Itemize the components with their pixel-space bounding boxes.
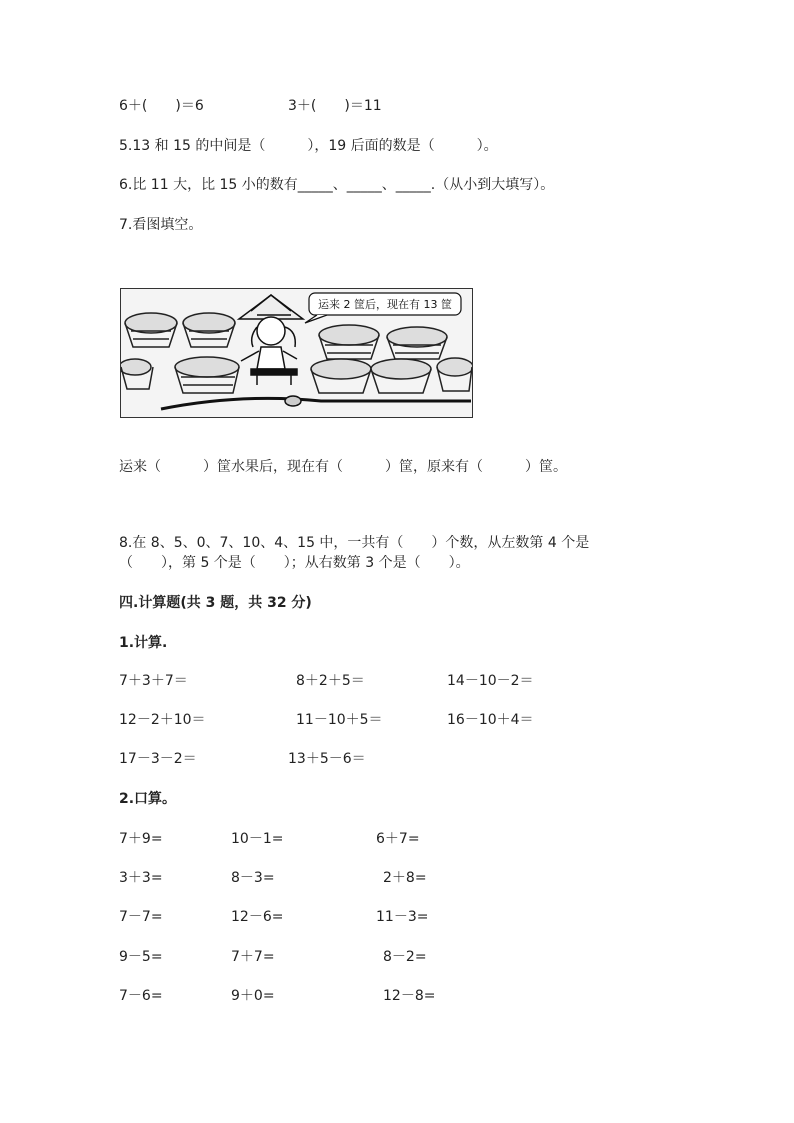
oral-item: 9＋0= xyxy=(231,988,275,1004)
calc-item: 7＋3＋7＝ xyxy=(119,673,188,689)
oral-item: 9－5= xyxy=(119,949,163,965)
calc-item: 17－3－2＝ xyxy=(119,751,197,767)
question-6: 6.比 11 大，比 15 小的数有_____、_____、_____.（从小到大填写）。 xyxy=(119,177,555,193)
oral-item: 12－8= xyxy=(383,988,436,1004)
calc-item: 14－10－2＝ xyxy=(447,673,534,689)
calc-item: 12－2＋10＝ xyxy=(119,712,206,728)
oral-item: 2＋8= xyxy=(383,870,427,886)
equation-1: 6＋( )＝6 xyxy=(119,98,204,114)
oral-item: 11－3= xyxy=(376,909,429,925)
oral-item: 10－1= xyxy=(231,831,284,847)
oral-item: 7＋9= xyxy=(119,831,163,847)
question-8-line2: （ ），第 5 个是（ ）；从右数第 3 个是（ ）。 xyxy=(119,555,470,571)
section-4-heading: 四.计算题(共 3 题，共 32 分) xyxy=(119,595,312,611)
oral-item: 7－7= xyxy=(119,909,163,925)
question-8-line1: 8.在 8、5、0、7、10、4、15 中，一共有（ ）个数，从左数第 4 个是 xyxy=(119,535,590,551)
basket-icon xyxy=(121,313,239,393)
speech-bubble xyxy=(305,293,461,323)
subquestion-1-heading: 1.计算. xyxy=(119,635,168,651)
calc-item: 13＋5－6＝ xyxy=(288,751,366,767)
question-7-answer: 运来（ ）筐水果后，现在有（ ）筐，原来有（ ）筐。 xyxy=(119,459,567,475)
bubble-text: 运来 2 筐后，现在有 13 筐 xyxy=(318,298,452,311)
oral-item: 7－6= xyxy=(119,988,163,1004)
calc-item: 16－10＋4＝ xyxy=(447,712,534,728)
question-5: 5.13 和 15 的中间是（ ），19 后面的数是（ ）。 xyxy=(119,138,498,154)
equation-2: 3＋( )＝11 xyxy=(288,98,382,114)
fruit-basket-illustration xyxy=(120,288,473,418)
calc-item: 11－10＋5＝ xyxy=(296,712,383,728)
oral-item: 3＋3= xyxy=(119,870,163,886)
oral-item: 12－6= xyxy=(231,909,284,925)
oral-item: 8－3= xyxy=(231,870,275,886)
oral-item: 6＋7= xyxy=(376,831,420,847)
oral-item: 7＋7= xyxy=(231,949,275,965)
calc-item: 8＋2＋5＝ xyxy=(296,673,365,689)
oral-item: 8－2= xyxy=(383,949,427,965)
question-7: 7.看图填空。 xyxy=(119,217,203,233)
subquestion-2-heading: 2.口算。 xyxy=(119,791,177,807)
basket-icon xyxy=(311,325,472,393)
